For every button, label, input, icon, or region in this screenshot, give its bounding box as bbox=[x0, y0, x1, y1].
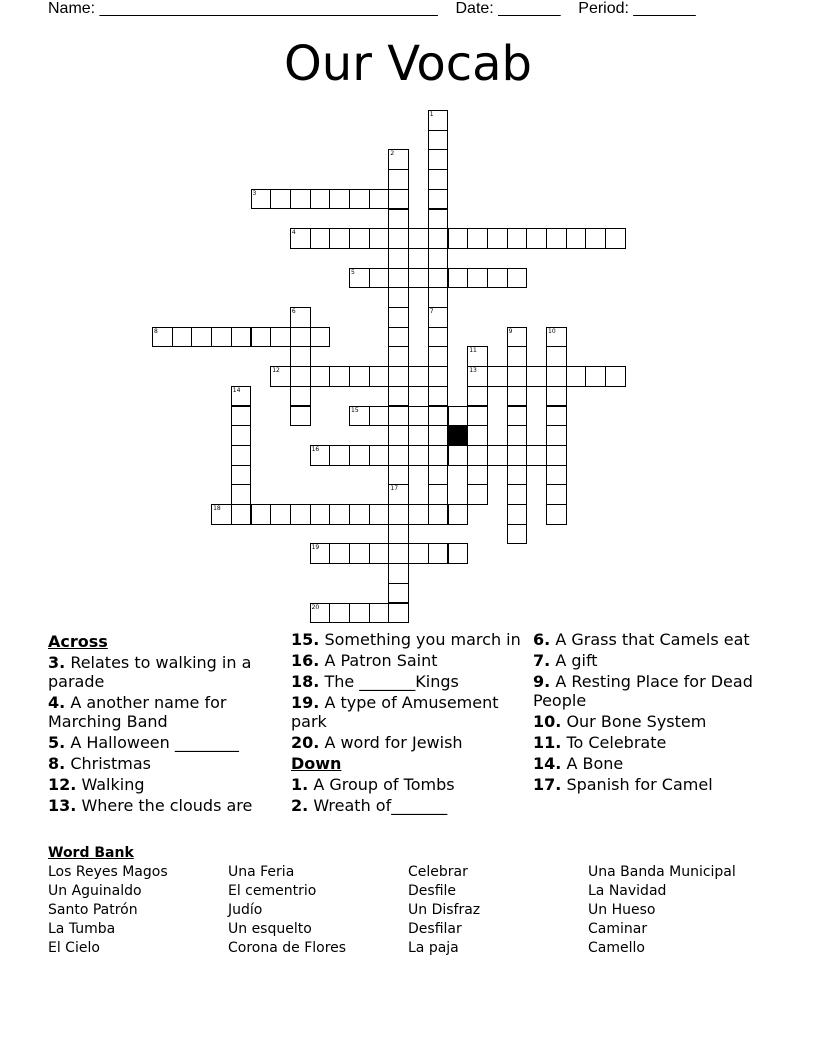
clue-number: 8. bbox=[48, 754, 66, 773]
clue-text: Spanish for Camel bbox=[566, 775, 713, 794]
clue-number: 1. bbox=[291, 775, 309, 794]
crossword-cell[interactable] bbox=[546, 406, 567, 427]
crossword-cell[interactable] bbox=[408, 445, 429, 466]
crossword-cell[interactable] bbox=[152, 327, 173, 348]
crossword-cell[interactable] bbox=[270, 327, 291, 348]
crossword-cell[interactable] bbox=[191, 327, 212, 348]
crossword-cell[interactable] bbox=[369, 366, 390, 387]
clue-item bbox=[48, 693, 273, 731]
crossword-cell[interactable] bbox=[546, 386, 567, 407]
crossword-cell[interactable] bbox=[231, 327, 252, 348]
word-bank-entry: Una Feria bbox=[228, 864, 295, 880]
cell-number: 10 bbox=[548, 327, 556, 335]
crossword-cell[interactable] bbox=[428, 346, 449, 367]
crossword-cell[interactable] bbox=[290, 346, 311, 367]
crossword-cell[interactable] bbox=[428, 465, 449, 486]
clue-item bbox=[48, 796, 273, 815]
crossword-cell[interactable] bbox=[467, 228, 488, 249]
crossword-cell[interactable] bbox=[546, 366, 567, 387]
crossword-cell[interactable] bbox=[388, 524, 409, 545]
crossword-cell[interactable] bbox=[546, 445, 567, 466]
crossword-cell[interactable] bbox=[211, 504, 232, 525]
crossword-cell[interactable] bbox=[251, 504, 272, 525]
crossword-cell[interactable] bbox=[507, 366, 528, 387]
word-bank-entry: El Cielo bbox=[48, 940, 100, 956]
clue-text: A type of Amusement park bbox=[291, 693, 499, 731]
crossword-cell[interactable] bbox=[349, 228, 370, 249]
clue-item bbox=[533, 733, 793, 752]
crossword-cell[interactable] bbox=[369, 603, 390, 624]
crossword-cell[interactable] bbox=[467, 465, 488, 486]
crossword-cell[interactable] bbox=[349, 189, 370, 210]
crossword-cell[interactable] bbox=[507, 524, 528, 545]
word-bank-entry: Desfile bbox=[408, 883, 457, 899]
crossword-cell[interactable] bbox=[507, 386, 528, 407]
cell-number: 9 bbox=[508, 327, 513, 335]
crossword-cell[interactable] bbox=[388, 346, 409, 367]
crossword-cell[interactable] bbox=[290, 406, 311, 427]
clue-number: 9. bbox=[533, 672, 551, 691]
crossword-cell[interactable] bbox=[428, 327, 449, 348]
crossword-cell[interactable] bbox=[349, 406, 370, 427]
crossword-cell[interactable] bbox=[408, 504, 429, 525]
crossword-cell[interactable] bbox=[526, 228, 547, 249]
clues-column-1 bbox=[48, 630, 273, 817]
cell-number: 17 bbox=[390, 485, 399, 493]
crossword-cell[interactable] bbox=[408, 406, 429, 427]
clue-text: Wreath of_______ bbox=[313, 796, 448, 815]
clue-item bbox=[48, 754, 273, 773]
clue-number: 3. bbox=[48, 653, 66, 672]
clue-text: To Celebrate bbox=[566, 733, 667, 752]
black-square bbox=[448, 425, 469, 446]
crossword-cell[interactable] bbox=[546, 327, 567, 348]
clue-number: 10. bbox=[533, 712, 562, 731]
crossword-cell[interactable] bbox=[388, 248, 409, 269]
word-bank-entry: Un Aguinaldo bbox=[48, 883, 142, 899]
cell-number: 14 bbox=[232, 386, 241, 394]
cell-number: 16 bbox=[311, 445, 320, 453]
clue-text: A another name for Marching Band bbox=[48, 693, 227, 731]
crossword-cell[interactable] bbox=[467, 406, 488, 427]
crossword-cell[interactable] bbox=[388, 228, 409, 249]
crossword-cell[interactable] bbox=[310, 228, 331, 249]
clue-item bbox=[48, 775, 273, 794]
cell-number: 6 bbox=[291, 308, 296, 315]
crossword-cell[interactable] bbox=[428, 149, 449, 170]
word-bank-column-4 bbox=[588, 863, 736, 958]
clue-item bbox=[291, 672, 526, 691]
crossword-cell[interactable] bbox=[388, 603, 409, 624]
clue-number: 19. bbox=[291, 693, 320, 712]
cell-number: 1 bbox=[429, 111, 434, 118]
cell-number: 4 bbox=[291, 229, 296, 237]
word-bank-entry: Celebrar bbox=[408, 864, 468, 880]
crossword-cell[interactable] bbox=[349, 543, 370, 564]
cell-number: 5 bbox=[351, 268, 355, 276]
cell-number: 11 bbox=[469, 347, 477, 355]
clue-item bbox=[291, 733, 526, 752]
crossword-cell[interactable] bbox=[369, 268, 390, 289]
crossword-cell[interactable] bbox=[329, 189, 350, 210]
word-bank-entry: Judío bbox=[228, 902, 263, 918]
clue-number: 17. bbox=[533, 775, 562, 794]
crossword-cell[interactable] bbox=[566, 228, 587, 249]
cell-number: 18 bbox=[213, 505, 221, 512]
crossword-cell[interactable] bbox=[231, 406, 252, 427]
crossword-cell[interactable] bbox=[329, 603, 350, 624]
crossword-cell[interactable] bbox=[526, 445, 547, 466]
crossword-cell[interactable] bbox=[448, 445, 469, 466]
crossword-cell[interactable] bbox=[310, 366, 331, 387]
crossword-cell[interactable] bbox=[507, 445, 528, 466]
cell-number: 2 bbox=[390, 150, 395, 158]
crossword-cell[interactable] bbox=[487, 366, 508, 387]
crossword-cell[interactable] bbox=[467, 386, 488, 407]
word-bank-column-2 bbox=[228, 863, 346, 958]
word-bank-entry: La paja bbox=[408, 940, 459, 956]
word-bank-entry: La Navidad bbox=[588, 883, 667, 899]
crossword-cell[interactable] bbox=[290, 189, 311, 210]
crossword-cell[interactable] bbox=[349, 603, 370, 624]
name-field[interactable]: Name: ______________________________________ bbox=[48, 0, 438, 17]
crossword-cell[interactable] bbox=[231, 465, 252, 486]
clue-item bbox=[291, 775, 526, 794]
crossword-cell[interactable] bbox=[428, 228, 449, 249]
crossword-cell[interactable] bbox=[329, 543, 350, 564]
word-bank-title: Word Bank bbox=[48, 845, 134, 861]
clue-item bbox=[533, 630, 793, 649]
crossword-cell[interactable] bbox=[349, 366, 370, 387]
word-bank-entry: Un Disfraz bbox=[408, 902, 481, 918]
crossword-cell[interactable] bbox=[349, 268, 370, 289]
crossword-cell[interactable] bbox=[251, 327, 272, 348]
cell-number: 3 bbox=[252, 189, 257, 197]
crossword-cell[interactable] bbox=[310, 504, 331, 525]
crossword-cell[interactable] bbox=[546, 228, 567, 249]
crossword-cell[interactable] bbox=[231, 425, 252, 446]
crossword-cell[interactable] bbox=[329, 445, 350, 466]
clue-number: 18. bbox=[291, 672, 320, 691]
crossword-cell[interactable] bbox=[428, 504, 449, 525]
clue-item bbox=[533, 651, 793, 670]
crossword-cell[interactable] bbox=[507, 228, 528, 249]
clue-text: A Group of Tombs bbox=[313, 775, 455, 794]
crossword-cell[interactable] bbox=[310, 543, 331, 564]
crossword-cell[interactable] bbox=[507, 327, 528, 348]
crossword-cell[interactable] bbox=[388, 386, 409, 407]
crossword-cell[interactable] bbox=[428, 248, 449, 269]
crossword-cell[interactable] bbox=[349, 445, 370, 466]
crossword-cell[interactable] bbox=[388, 425, 409, 446]
clue-text: A Resting Place for Dead People bbox=[533, 672, 753, 710]
crossword-cell[interactable] bbox=[290, 504, 311, 525]
crossword-cell[interactable] bbox=[270, 504, 291, 525]
crossword-cell[interactable] bbox=[388, 287, 409, 308]
crossword-cell[interactable] bbox=[310, 445, 331, 466]
crossword-cell[interactable] bbox=[408, 543, 429, 564]
crossword-cell[interactable] bbox=[388, 406, 409, 427]
clue-text: A Grass that Camels eat bbox=[555, 630, 750, 649]
crossword-cell[interactable] bbox=[290, 228, 311, 249]
crossword-cell[interactable] bbox=[507, 406, 528, 427]
crossword-cell[interactable] bbox=[546, 465, 567, 486]
word-bank-entry: La Tumba bbox=[48, 921, 116, 937]
clue-text: A Halloween ________ bbox=[70, 733, 239, 752]
clue-item bbox=[533, 712, 793, 731]
clue-text: The _______Kings bbox=[324, 672, 459, 691]
word-bank-entry: Un esquelto bbox=[228, 921, 312, 937]
crossword-cell[interactable] bbox=[448, 543, 469, 564]
crossword-cell[interactable] bbox=[428, 543, 449, 564]
crossword-cell[interactable] bbox=[388, 445, 409, 466]
crossword-cell[interactable] bbox=[310, 327, 331, 348]
cell-number: 19 bbox=[311, 544, 320, 552]
word-bank-entry: Corona de Flores bbox=[228, 940, 347, 956]
crossword-cell[interactable] bbox=[507, 346, 528, 367]
word-bank-entry: Un Hueso bbox=[588, 902, 656, 918]
crossword-cell[interactable] bbox=[231, 484, 252, 505]
cell-number: 20 bbox=[311, 603, 320, 611]
crossword-cell[interactable] bbox=[231, 386, 252, 407]
clue-text: Christmas bbox=[70, 754, 151, 773]
date-field[interactable]: Date: _______ bbox=[455, 0, 561, 17]
word-bank-entry: Caminar bbox=[588, 921, 648, 937]
crossword-cell[interactable] bbox=[507, 268, 528, 289]
clue-number: 7. bbox=[533, 651, 551, 670]
crossword-cell[interactable] bbox=[231, 504, 252, 525]
clue-text: A gift bbox=[555, 651, 598, 670]
clue-number: 6. bbox=[533, 630, 551, 649]
clue-number: 14. bbox=[533, 754, 562, 773]
clue-text: A Bone bbox=[566, 754, 624, 773]
crossword-cell[interactable] bbox=[487, 445, 508, 466]
crossword-cell[interactable] bbox=[388, 209, 409, 230]
crossword-cell[interactable] bbox=[172, 327, 193, 348]
crossword-cell[interactable] bbox=[270, 189, 291, 210]
crossword-cell[interactable] bbox=[369, 445, 390, 466]
crossword-cell[interactable] bbox=[408, 228, 429, 249]
crossword-cell[interactable] bbox=[467, 366, 488, 387]
crossword-cell[interactable] bbox=[585, 366, 606, 387]
clue-text: Where the clouds are bbox=[81, 796, 253, 815]
crossword-cell[interactable] bbox=[270, 366, 291, 387]
period-field[interactable]: Period: _______ bbox=[578, 0, 696, 17]
word-bank-entry: Camello bbox=[588, 940, 645, 956]
clue-number: 13. bbox=[48, 796, 77, 815]
crossword-cell[interactable] bbox=[467, 268, 488, 289]
crossword-cell[interactable] bbox=[290, 327, 311, 348]
crossword-cell[interactable] bbox=[388, 465, 409, 486]
word-bank-column-1 bbox=[48, 863, 168, 958]
crossword-cell[interactable] bbox=[290, 366, 311, 387]
crossword-cell[interactable] bbox=[428, 406, 449, 427]
clue-item bbox=[533, 775, 793, 794]
cell-number: 7 bbox=[429, 308, 434, 315]
clues-column-3 bbox=[533, 630, 793, 796]
clue-text: A word for Jewish bbox=[324, 733, 463, 752]
crossword-cell[interactable] bbox=[408, 366, 429, 387]
crossword-cell[interactable] bbox=[605, 366, 626, 387]
crossword-cell[interactable] bbox=[428, 130, 449, 151]
clue-item bbox=[291, 693, 526, 731]
crossword-cell[interactable] bbox=[329, 228, 350, 249]
crossword-cell[interactable] bbox=[428, 386, 449, 407]
crossword-cell[interactable] bbox=[388, 169, 409, 190]
crossword-cell[interactable] bbox=[428, 366, 449, 387]
clue-item bbox=[48, 733, 273, 752]
crossword-cell[interactable] bbox=[388, 268, 409, 289]
crossword-cell[interactable] bbox=[448, 406, 469, 427]
page-title: Our Vocab bbox=[284, 36, 532, 92]
clue-number: 12. bbox=[48, 775, 77, 794]
clue-number: 5. bbox=[48, 733, 66, 752]
crossword-cell[interactable] bbox=[448, 228, 469, 249]
crossword-cell[interactable] bbox=[546, 346, 567, 367]
clue-item bbox=[48, 653, 273, 691]
clue-number: 11. bbox=[533, 733, 562, 752]
clue-number: 4. bbox=[48, 693, 66, 712]
crossword-cell[interactable] bbox=[349, 504, 370, 525]
crossword-cell[interactable] bbox=[290, 386, 311, 407]
crossword-cell[interactable] bbox=[487, 228, 508, 249]
clue-text: A Patron Saint bbox=[324, 651, 438, 670]
crossword-cell[interactable] bbox=[487, 268, 508, 289]
crossword-cell[interactable] bbox=[467, 346, 488, 367]
crossword-cell[interactable] bbox=[231, 445, 252, 466]
word-bank-column-3 bbox=[408, 863, 480, 958]
crossword-cell[interactable] bbox=[546, 425, 567, 446]
crossword-cell[interactable] bbox=[428, 445, 449, 466]
crossword-cell[interactable] bbox=[388, 504, 409, 525]
crossword-cell[interactable] bbox=[408, 268, 429, 289]
clues-column-2 bbox=[291, 630, 526, 817]
crossword-cell[interactable] bbox=[585, 228, 606, 249]
crossword-cell[interactable] bbox=[546, 504, 567, 525]
crossword-cell[interactable] bbox=[428, 209, 449, 230]
crossword-cell[interactable] bbox=[388, 563, 409, 584]
crossword-cell[interactable] bbox=[428, 287, 449, 308]
cell-number: 8 bbox=[154, 327, 158, 335]
crossword-cell[interactable] bbox=[428, 425, 449, 446]
clue-text: Our Bone System bbox=[566, 712, 707, 731]
crossword-cell[interactable] bbox=[388, 583, 409, 604]
crossword-cell[interactable] bbox=[310, 189, 331, 210]
crossword-cell[interactable] bbox=[251, 189, 272, 210]
crossword-cell[interactable] bbox=[428, 307, 449, 328]
clue-item bbox=[291, 630, 526, 649]
clue-text: Relates to walking in a parade bbox=[48, 653, 252, 691]
crossword-cell[interactable] bbox=[507, 465, 528, 486]
crossword-cell[interactable] bbox=[507, 425, 528, 446]
clue-item bbox=[533, 754, 793, 773]
crossword-cell[interactable] bbox=[448, 504, 469, 525]
clue-item bbox=[291, 796, 526, 815]
crossword-cell[interactable] bbox=[388, 366, 409, 387]
crossword-cell[interactable] bbox=[428, 169, 449, 190]
crossword-cell[interactable] bbox=[428, 268, 449, 289]
clue-item bbox=[533, 672, 793, 710]
crossword-cell[interactable] bbox=[329, 366, 350, 387]
clue-number: 16. bbox=[291, 651, 320, 670]
cell-number: 15 bbox=[351, 406, 359, 414]
crossword-cell[interactable] bbox=[369, 504, 390, 525]
crossword-cell[interactable] bbox=[329, 504, 350, 525]
crossword-cell[interactable] bbox=[546, 484, 567, 505]
crossword-cell[interactable] bbox=[467, 425, 488, 446]
cell-number: 12 bbox=[272, 367, 280, 375]
clue-number: 15. bbox=[291, 630, 320, 649]
crossword-cell[interactable] bbox=[388, 543, 409, 564]
crossword-cell[interactable] bbox=[369, 543, 390, 564]
clue-number: 20. bbox=[291, 733, 320, 752]
cell-number: 13 bbox=[469, 367, 477, 375]
crossword-cell[interactable] bbox=[428, 110, 449, 131]
down-heading: Down bbox=[291, 754, 342, 773]
clue-text: Something you march in bbox=[324, 630, 521, 649]
crossword-cell[interactable] bbox=[467, 445, 488, 466]
word-bank-entry: El cementrio bbox=[228, 883, 317, 899]
crossword-cell[interactable] bbox=[605, 228, 626, 249]
word-bank-entry: Una Banda Municipal bbox=[588, 864, 736, 880]
clue-item bbox=[291, 651, 526, 670]
clue-text: Walking bbox=[81, 775, 145, 794]
crossword-cell[interactable] bbox=[388, 327, 409, 348]
crossword-cell[interactable] bbox=[211, 327, 232, 348]
crossword-cell[interactable] bbox=[388, 189, 409, 210]
crossword-cell[interactable] bbox=[388, 307, 409, 328]
crossword-cell[interactable] bbox=[290, 307, 311, 328]
crossword-cell[interactable] bbox=[369, 228, 390, 249]
crossword-cell[interactable] bbox=[428, 484, 449, 505]
crossword-cell[interactable] bbox=[369, 406, 390, 427]
crossword-cell[interactable] bbox=[507, 484, 528, 505]
crossword-cell[interactable] bbox=[507, 504, 528, 525]
crossword-cell[interactable] bbox=[467, 484, 488, 505]
crossword-cell[interactable] bbox=[428, 189, 449, 210]
crossword-cell[interactable] bbox=[388, 149, 409, 170]
clue-number: 2. bbox=[291, 796, 309, 815]
crossword-cell[interactable] bbox=[369, 189, 390, 210]
crossword-cell[interactable] bbox=[310, 603, 331, 624]
crossword-cell[interactable] bbox=[448, 268, 469, 289]
across-heading: Across bbox=[48, 632, 108, 651]
crossword-cell[interactable] bbox=[388, 484, 409, 505]
word-bank-entry: Santo Patrón bbox=[48, 902, 138, 918]
crossword-cell[interactable] bbox=[566, 366, 587, 387]
crossword-cell[interactable] bbox=[526, 366, 547, 387]
word-bank-entry: Desfilar bbox=[408, 921, 462, 937]
word-bank-entry: Los Reyes Magos bbox=[48, 864, 168, 880]
